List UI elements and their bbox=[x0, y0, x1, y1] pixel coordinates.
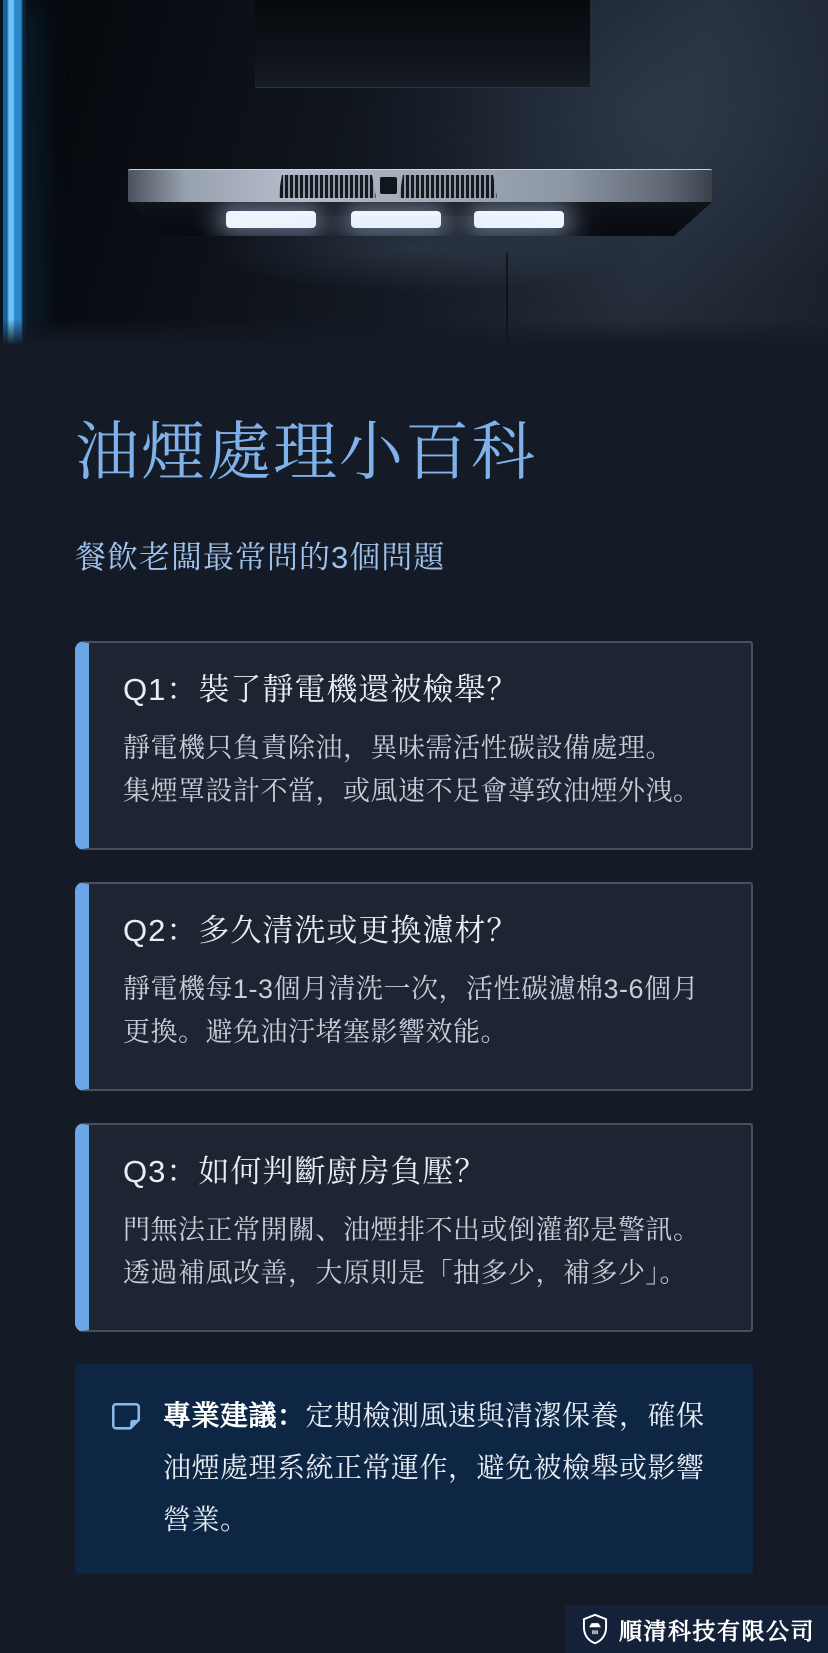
wall-seam bbox=[506, 252, 508, 345]
faq-card-list bbox=[75, 641, 753, 1332]
hero-image bbox=[0, 0, 828, 345]
answer-q2 bbox=[123, 968, 723, 1054]
question-q3: Q3：如何判斷廚房負壓？ bbox=[123, 1154, 487, 1189]
hood-logo-badge bbox=[380, 177, 397, 194]
question-q1: Q1：裝了靜電機還被檢舉？ bbox=[123, 672, 519, 707]
answer-q3-line2: 透過補風改善，大原則是「抽多少，補多少」。 bbox=[123, 1258, 687, 1288]
faq-card-q3 bbox=[75, 1123, 753, 1332]
vent-grille-right bbox=[399, 175, 497, 198]
answer-q2-line2: 更換。避免油汙堵塞影響效能。 bbox=[123, 1017, 508, 1047]
faq-card-q1 bbox=[75, 641, 753, 850]
hood-steel-band bbox=[128, 169, 712, 202]
hood-top-face bbox=[128, 86, 712, 170]
answer-q3 bbox=[123, 1209, 723, 1295]
hood-chimney bbox=[255, 0, 590, 88]
pro-advice-callout bbox=[75, 1364, 753, 1574]
page-subtitle: 餐飲老闆最常問的3個問題 bbox=[75, 540, 446, 575]
advice-label: 專業建議： bbox=[163, 1400, 306, 1431]
question-q2: Q2：多久清洗或更換濾材？ bbox=[123, 913, 519, 948]
note-icon bbox=[109, 1400, 143, 1574]
company-name: 順清科技有限公司 bbox=[619, 1617, 815, 1644]
answer-q2-line1: 靜電機每1-3個月清洗一次，活性碳濾棉3-6個月 bbox=[123, 974, 700, 1004]
light-glow bbox=[114, 216, 714, 345]
shield-hood-icon bbox=[580, 1613, 610, 1645]
answer-q1 bbox=[123, 727, 723, 813]
faq-card-q2 bbox=[75, 882, 753, 1091]
footer-brand bbox=[565, 1605, 828, 1653]
page-title: 油煙處理小百科 bbox=[75, 416, 537, 488]
answer-q3-line1: 門無法正常開關、油煙排不出或倒灌都是警訊。 bbox=[123, 1215, 701, 1245]
blue-light-strip bbox=[0, 0, 26, 345]
advice-body: 定期檢測風速與清潔保養，確保油煙處理系統正常運作，避免被檢舉或影響營業。 bbox=[163, 1400, 705, 1535]
advice-text bbox=[163, 1390, 719, 1574]
answer-q1-line1: 靜電機只負責除油，異味需活性碳設備處理。 bbox=[123, 733, 673, 763]
answer-q1-line2: 集煙罩設計不當，或風速不足會導致油煙外洩。 bbox=[123, 776, 701, 806]
vent-grille-left bbox=[278, 175, 376, 198]
main-content bbox=[0, 417, 828, 1574]
